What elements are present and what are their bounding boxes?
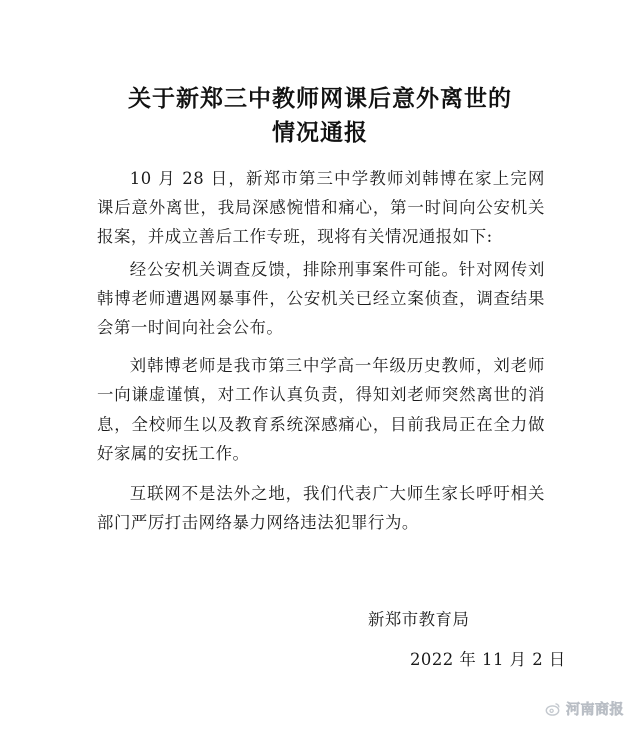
source-watermark — [545, 698, 624, 720]
paragraph-4: 互联网不是法外之地，我们代表广大师生家长呼吁相关部门严厉打击网络暴力网络违法犯罪行为。 — [97, 484, 545, 533]
document-title-line-2: 情况通报 — [272, 120, 368, 146]
paragraph-1: 10 月 28 日，新郑市第三中学教师刘韩博在家上完网课后意外离世，我局深感惋惜和痛心，第一时间向公安机关报案，并成立善后工作专班，现将有关情况通报如下: — [97, 169, 545, 247]
paragraph-3: 刘韩博老师是我市第三中学高一年级历史教师，刘老师一向谦虚谨慎，对工作认真负责，得知刘老师突然离世的消息，全校师生以及教育系统深感痛心，目前我局正在全力做好家属的安抚工作。 — [97, 356, 545, 463]
issuer-signature: 新郑市教育局 — [368, 610, 470, 629]
document-body — [97, 164, 545, 547]
paragraph-2: 经公安机关调查反馈，排除刑事案件可能。针对网传刘韩博老师遭遇网暴事件，公安机关已经立案侦查，调查结果会第一时间向社会公布。 — [97, 259, 545, 338]
watermark-text: 河南商报 — [566, 702, 624, 718]
weibo-style-logo-icon — [545, 701, 561, 717]
document-title-line-1: 关于新郑三中教师网课后意外离世的 — [128, 86, 512, 112]
issue-date: 2022 年 11 月 2 日 — [410, 650, 566, 669]
